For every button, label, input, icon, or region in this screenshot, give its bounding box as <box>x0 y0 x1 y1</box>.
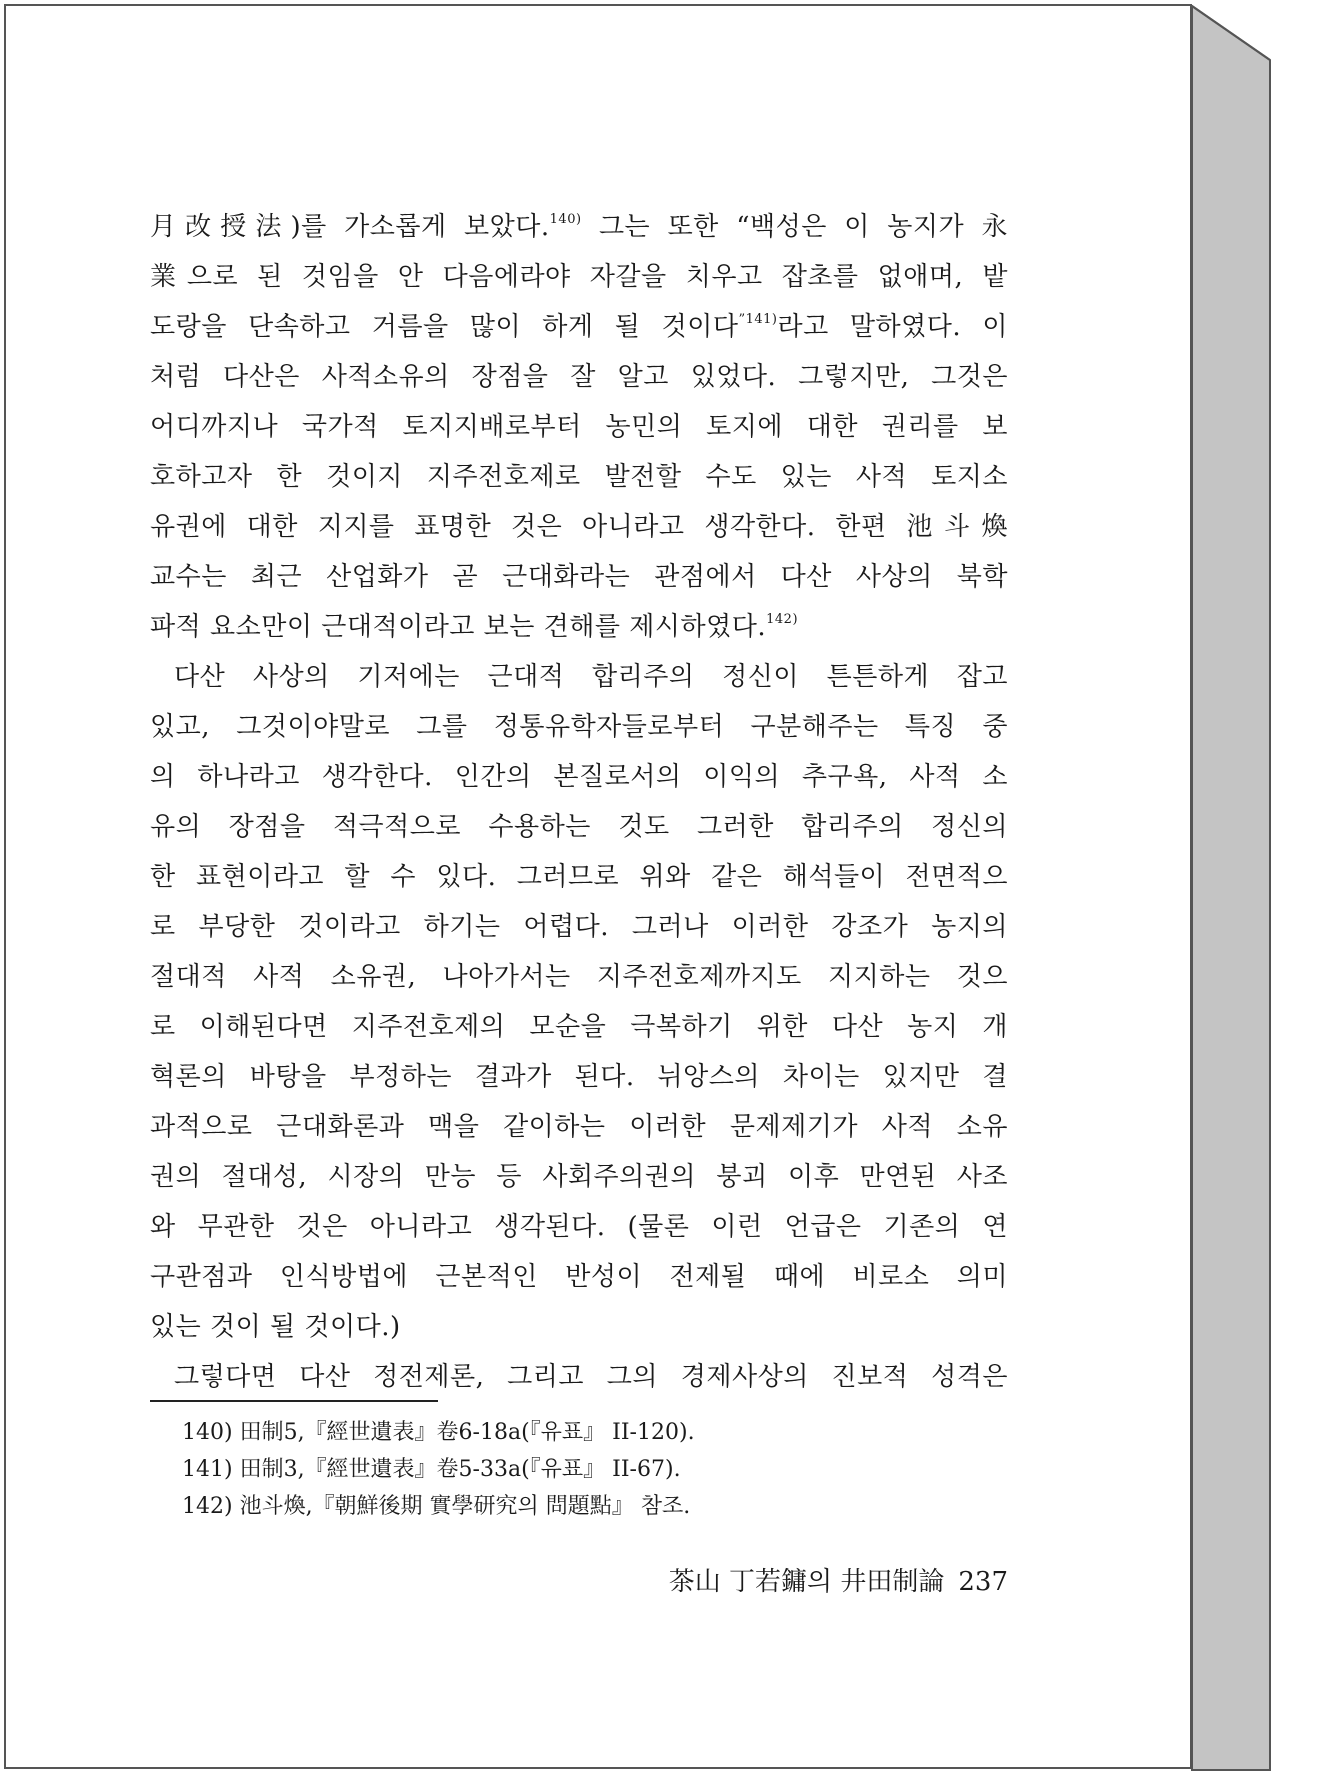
text-line: 절대적 사적 소유권, 나아가서는 지주전호제까지도 지지하는 것으 <box>150 962 1008 992</box>
text-line: 로 부당한 것이라고 하기는 어렵다. 그러나 이러한 강조가 농지의 <box>150 912 1008 942</box>
text-line: 있고, 그것이야말로 그를 정통유학자들로부터 구분해주는 특징 중 <box>150 712 1008 742</box>
footnote: 142) 池斗煥,『朝鮮後期 實學研究의 問題點』 참조. <box>182 1494 691 1519</box>
text-line: 과적으로 근대화론과 맥을 같이하는 이러한 문제제기가 사적 소유 <box>150 1112 1008 1142</box>
text-line: 業으로 된 것임을 안 다음에라야 자갈을 치우고 잡초를 없애며, 밭 <box>150 262 1008 292</box>
footnote: 141) 田制3,『經世遺表』卷5-33a(『유표』 II-67). <box>182 1457 681 1482</box>
footnote-ref: 142) <box>766 612 799 627</box>
text-line: 와 무관한 것은 아니라고 생각된다. (물론 이런 언급은 기존의 연 <box>150 1212 1008 1242</box>
text-line: 도랑을 단속하고 거름을 많이 하게 될 것이다$^{”141)}$라고 말하였다. 이 <box>150 312 1008 342</box>
text-line: 유권에 대한 지지를 표명한 것은 아니라고 생각한다. 한편 池斗煥 <box>150 512 1008 542</box>
text-line: 로 이해된다면 지주전호제의 모순을 극복하기 위한 다산 농지 개 <box>150 1012 1008 1042</box>
text-line: 그렇다면 다산 정전제론, 그리고 그의 경제사상의 진보적 성격은 <box>174 1362 1008 1392</box>
running-footer <box>669 1561 1008 1598</box>
text-line: 교수는 최근 산업화가 곧 근대화라는 관점에서 다산 사상의 북학 <box>150 562 1008 592</box>
footnote-ref: ”141) <box>738 312 778 327</box>
main-text <box>150 202 1008 1402</box>
page-number: 237 <box>958 1567 1008 1597</box>
text-line: 처럼 다산은 사적소유의 장점을 잘 알고 있었다. 그렇지만, 그것은 <box>150 362 1008 392</box>
text-line: 호하고자 한 것이지 지주전호제로 발전할 수도 있는 사적 토지소 <box>150 462 1008 492</box>
footnote: 140) 田制5,『經世遺表』卷6-18a(『유표』 II-120). <box>182 1420 695 1445</box>
text-line: 있는 것이 될 것이다.) <box>150 1312 401 1342</box>
text-line: 한 표현이라고 할 수 있다. 그러므로 위와 같은 해석들이 전면적으 <box>150 862 1008 892</box>
text-line: 혁론의 바탕을 부정하는 결과가 된다. 뉘앙스의 차이는 있지만 결 <box>150 1062 1008 1092</box>
running-title: 茶山 丁若鏞의 井田制論 <box>668 1567 945 1597</box>
paragraph <box>150 1352 1008 1402</box>
paragraph <box>150 202 1008 652</box>
text-line: 어디까지나 국가적 토지지배로부터 농민의 토지에 대한 권리를 보 <box>150 412 1008 442</box>
footnote-divider <box>150 1400 438 1402</box>
text-line: 파적 요소만이 근대적이라고 보는 견해를 제시하였다.$^{142)}$ <box>150 612 799 642</box>
text-line: 구관점과 인식방법에 근본적인 반성이 전제될 때에 비로소 의미 <box>150 1262 1008 1292</box>
text-line: 의 하나라고 생각한다. 인간의 본질로서의 이익의 추구욕, 사적 소 <box>150 762 1008 792</box>
text-line: 권의 절대성, 시장의 만능 등 사회주의권의 붕괴 이후 만연된 사조 <box>150 1162 1008 1192</box>
paragraph <box>150 652 1008 1352</box>
footnote-ref: 140) <box>549 212 582 227</box>
text-line: 다산 사상의 기저에는 근대적 합리주의 정신이 튼튼하게 잡고 <box>174 662 1008 692</box>
text-line: 月改授法)를 가소롭게 보았다.$^{140)}$ 그는 또한 “백성은 이 농지가 永 <box>150 212 1008 242</box>
footnotes <box>182 1414 882 1525</box>
text-line: 유의 장점을 적극적으로 수용하는 것도 그러한 합리주의 정신의 <box>150 812 1008 842</box>
